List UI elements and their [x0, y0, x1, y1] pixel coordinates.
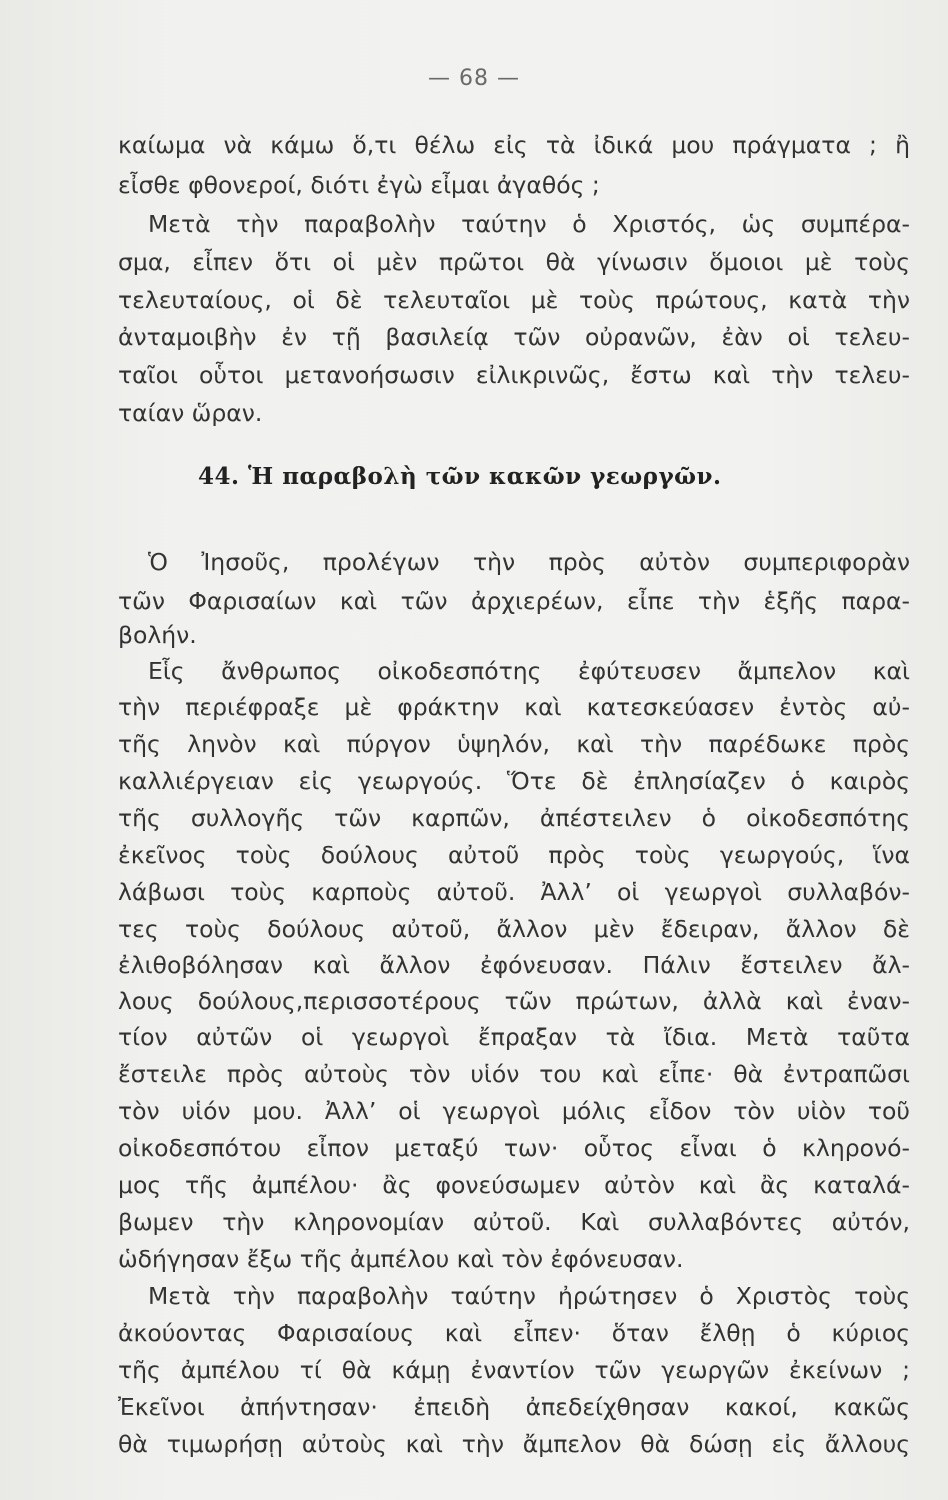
text-line: λους δούλους,περισσοτέρους τῶν πρώτων, ἀλλὰ καὶ ἐναν- — [118, 987, 910, 1015]
text-line: σμα, εἶπεν ὅτι οἱ μὲν πρῶτοι θὰ γίνωσιν ὅμοιοι μὲ τοὺς — [118, 248, 910, 276]
text-line: Μετὰ τὴν παραβολὴν ταύτην ὁ Χριστός, ὡς συμπέρα- — [148, 210, 910, 238]
text-line: οἰκοδεσπότου εἶπον μεταξύ των· οὗτος εἶναι ὁ κληρονό- — [118, 1134, 910, 1162]
text-line: Ἐκεῖνοι ἀπήντησαν· ἐπειδὴ ἀπεδείχθησαν κακοί, κακῶς — [118, 1393, 910, 1421]
text-line: Ὁ Ἰησοῦς, προλέγων τὴν πρὸς αὐτὸν συμπεριφορὰν — [148, 548, 910, 576]
text-line: Μετὰ τὴν παραβολὴν ταύτην ἠρώτησεν ὁ Χριστὸς τοὺς — [148, 1282, 910, 1310]
section-heading: 44. Ἡ παραβολὴ τῶν κακῶν γεωργῶν. — [198, 463, 722, 490]
text-line: τῆς συλλογῆς τῶν καρπῶν, ἀπέστειλεν ὁ οἰκοδεσπότης — [118, 804, 910, 832]
text-line: ἐκεῖνος τοὺς δούλους αὐτοῦ πρὸς τοὺς γεωργούς, ἵνα — [118, 841, 910, 869]
text-line: εἶσθε φθονεροί, διότι ἐγὼ εἶμαι ἀγαθός ; — [118, 171, 600, 199]
text-line: τὸν υἱόν μου. Ἀλλ’ οἱ γεωργοὶ μόλις εἶδον τὸν υἱὸν τοῦ — [118, 1097, 910, 1125]
text-line: ἔστειλε πρὸς αὐτοὺς τὸν υἱόν του καὶ εἶπε· θὰ ἐντραπῶσι — [118, 1060, 910, 1088]
text-line: ὡδήγησαν ἔξω τῆς ἀμπέλου καὶ τὸν ἐφόνευσαν. — [118, 1245, 684, 1273]
text-line: ταίαν ὥραν. — [118, 399, 263, 427]
text-line: Εἷς ἄνθρωπος οἰκοδεσπότης ἐφύτευσεν ἄμπελον καὶ — [148, 657, 910, 685]
text-line: τίον αὐτῶν οἱ γεωργοὶ ἔπραξαν τὰ ἴδια. Μετὰ ταῦτα — [118, 1023, 910, 1051]
text-line: καλλιέργειαν εἰς γεωργούς. Ὅτε δὲ ἐπλησίαζεν ὁ καιρὸς — [118, 767, 910, 795]
text-line: τες τοὺς δούλους αὐτοῦ, ἄλλον μὲν ἔδειραν, ἄλλον δὲ — [118, 915, 910, 943]
text-line: βολήν. — [118, 621, 197, 649]
text-line: τελευταίους, οἱ δὲ τελευταῖοι μὲ τοὺς πρώτους, κατὰ τὴν — [118, 286, 910, 314]
text-line: μος τῆς ἀμπέλου· ἂς φονεύσωμεν αὐτὸν καὶ ἂς καταλά- — [118, 1171, 910, 1199]
text-line: ἀνταμοιβὴν ἐν τῇ βασιλείᾳ τῶν οὐρανῶν, ἐὰν οἱ τελευ- — [118, 323, 910, 351]
text-line: τῶν Φαρισαίων καὶ τῶν ἀρχιερέων, εἶπε τὴν ἑξῆς παρα- — [118, 587, 910, 615]
text-line: τῆς ἀμπέλου τί θὰ κάμῃ ἐναντίον τῶν γεωργῶν ἐκείνων ; — [118, 1356, 910, 1384]
text-line: ταῖοι οὗτοι μετανοήσωσιν εἰλικρινῶς, ἔστω καὶ τὴν τελευ- — [118, 361, 910, 389]
text-line: ἐλιθοβόλησαν καὶ ἄλλον ἐφόνευσαν. Πάλιν ἔστειλεν ἄλ- — [118, 951, 910, 979]
text-line: τῆς ληνὸν καὶ πύργον ὑψηλόν, καὶ τὴν παρέδωκε πρὸς — [118, 730, 910, 758]
text-line: ἀκούοντας Φαρισαίους καὶ εἶπεν· ὅταν ἔλθῃ ὁ κύριος — [118, 1319, 910, 1347]
page-number: — 68 — — [428, 66, 520, 91]
text-line: λάβωσι τοὺς καρποὺς αὐτοῦ. Ἀλλ’ οἱ γεωργοὶ συλλαβόν- — [118, 878, 910, 906]
text-line: καίωμα νὰ κάμω ὅ,τι θέλω εἰς τὰ ἰδικά μου πράγματα ; ἢ — [118, 131, 910, 159]
text-line: τὴν περιέφραξε μὲ φράκτην καὶ κατεσκεύασεν ἐντὸς αὐ- — [118, 693, 910, 721]
text-line: θὰ τιμωρήσῃ αὐτοὺς καὶ τὴν ἄμπελον θὰ δώσῃ εἰς ἄλλους — [118, 1430, 910, 1458]
text-line: βωμεν τὴν κληρονομίαν αὐτοῦ. Καὶ συλλαβόντες αὐτόν, — [118, 1208, 910, 1236]
